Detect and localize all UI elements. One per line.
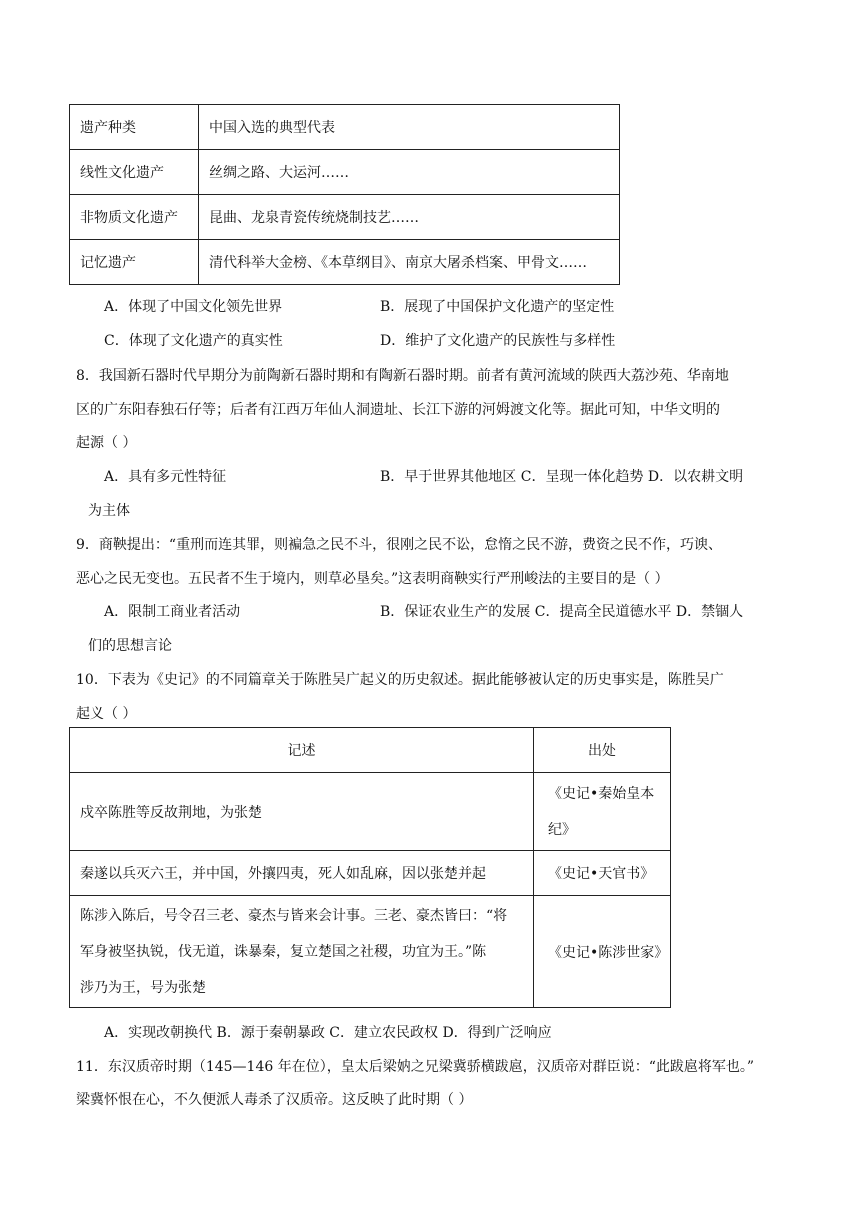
table-cell: 《史记•天官书》 xyxy=(534,851,671,896)
table-row xyxy=(70,195,620,240)
table-cell: 线性文化遗产 xyxy=(70,150,199,195)
table-cell: 记忆遗产 xyxy=(70,240,199,285)
table-cell: 秦遂以兵灭六王，并中国，外攘四夷，死人如乱麻，因以张楚并起 xyxy=(70,851,534,896)
table-row xyxy=(70,773,671,851)
table-cell xyxy=(70,896,534,1008)
heritage-table xyxy=(69,104,620,285)
shiji-table xyxy=(69,727,671,1008)
q10-options: A．实现改朝换代 B．源于秦朝暴政 C．建立农民政权 D．得到广泛响应 xyxy=(104,1025,552,1041)
q9-options-bcd: B．保证农业生产的发展 C．提高全民道德水平 D．禁锢人 xyxy=(380,604,744,620)
table-cell: 《史记•陈涉世家》 xyxy=(534,896,671,1008)
text-line: 陈涉入陈后，号令召三老、豪杰与皆来会计事。三老、豪杰皆曰：“将 xyxy=(80,907,508,924)
table-header-row xyxy=(70,728,671,773)
q7-option-b: B．展现了中国保护文化遗产的坚定性 xyxy=(380,299,615,315)
q8-option-a: A．具有多元性特征 xyxy=(104,469,227,485)
q7-option-c: C．体现了文化遗产的真实性 xyxy=(104,333,283,349)
table-row xyxy=(70,896,671,1008)
q8-stem-line: 8．我国新石器时代早期分为前陶新石器时期和有陶新石器时期。前者有黄河流域的陕西大荔沙苑、华南地 xyxy=(76,368,729,384)
table-header-cell: 出处 xyxy=(534,728,671,773)
table-cell: 非物质文化遗产 xyxy=(70,195,199,240)
q8-options-bcd: B．早于世界其他地区 C．呈现一体化趋势 D．以农耕文明 xyxy=(380,469,744,485)
q10-stem-line: 起义（ ） xyxy=(76,706,137,722)
table-row xyxy=(70,240,620,285)
table-cell: 中国入选的典型代表 xyxy=(199,105,620,150)
q7-option-d: D．维护了文化遗产的民族性与多样性 xyxy=(380,333,616,349)
q9-stem-line: 9．商鞅提出：“重刑而连其罪，则褊急之民不斗，很刚之民不讼，怠惰之民不游，费资之民不作，巧谀、 xyxy=(76,537,723,553)
q9-option-cont: 们的思想言论 xyxy=(88,638,172,654)
table-row xyxy=(70,851,671,896)
text-line: 涉乃为王，号为张楚 xyxy=(80,979,206,996)
q8-stem-line: 区的广东阳春独石仔等；后者有江西万年仙人洞遗址、长江下游的河姆渡文化等。据此可知，中华文明的 xyxy=(76,402,720,418)
table-cell: 清代科举大金榜、《本草纲目》、南京大屠杀档案、甲骨文…… xyxy=(199,240,620,285)
text-line: 军身被坚执锐，伐无道，诛暴秦，复立楚国之社稷，功宜为王。”陈 xyxy=(80,943,487,960)
table-cell: 丝绸之路、大运河…… xyxy=(199,150,620,195)
source-line: 纪》 xyxy=(548,821,576,838)
table-header-cell: 记述 xyxy=(70,728,534,773)
table-cell: 昆曲、龙泉青瓷传统烧制技艺…… xyxy=(199,195,620,240)
table-row xyxy=(70,150,620,195)
table-row xyxy=(70,105,620,150)
q8-stem-line: 起源（ ） xyxy=(76,435,137,451)
table-cell: 遗产种类 xyxy=(70,105,199,150)
q11-stem-line: 11．东汉质帝时期（145—146 年在位），皇太后梁妠之兄梁冀骄横跋扈，汉质帝对群臣说：“此跋扈将军也。” xyxy=(76,1059,755,1075)
source-line: 《史记•秦始皇本 xyxy=(548,785,655,802)
table-cell: 戍卒陈胜等反故荆地，为张楚 xyxy=(70,773,534,851)
q9-stem-line: 恶心之民无变也。五民者不生于境内，则草必垦矣。”这表明商鞅实行严刑峻法的主要目的是（ ） xyxy=(76,571,669,587)
q10-stem-line: 10．下表为《史记》的不同篇章关于陈胜吴广起义的历史叙述。据此能够被认定的历史事实是，陈胜吴广 xyxy=(76,672,724,688)
q8-option-cont: 为主体 xyxy=(88,503,130,519)
q11-stem-line: 梁冀怀恨在心，不久便派人毒杀了汉质帝。这反映了此时期（ ） xyxy=(76,1092,473,1108)
q7-option-a: A．体现了中国文化领先世界 xyxy=(104,299,283,315)
table-cell xyxy=(534,773,671,851)
q9-option-a: A．限制工商业者活动 xyxy=(104,604,241,620)
